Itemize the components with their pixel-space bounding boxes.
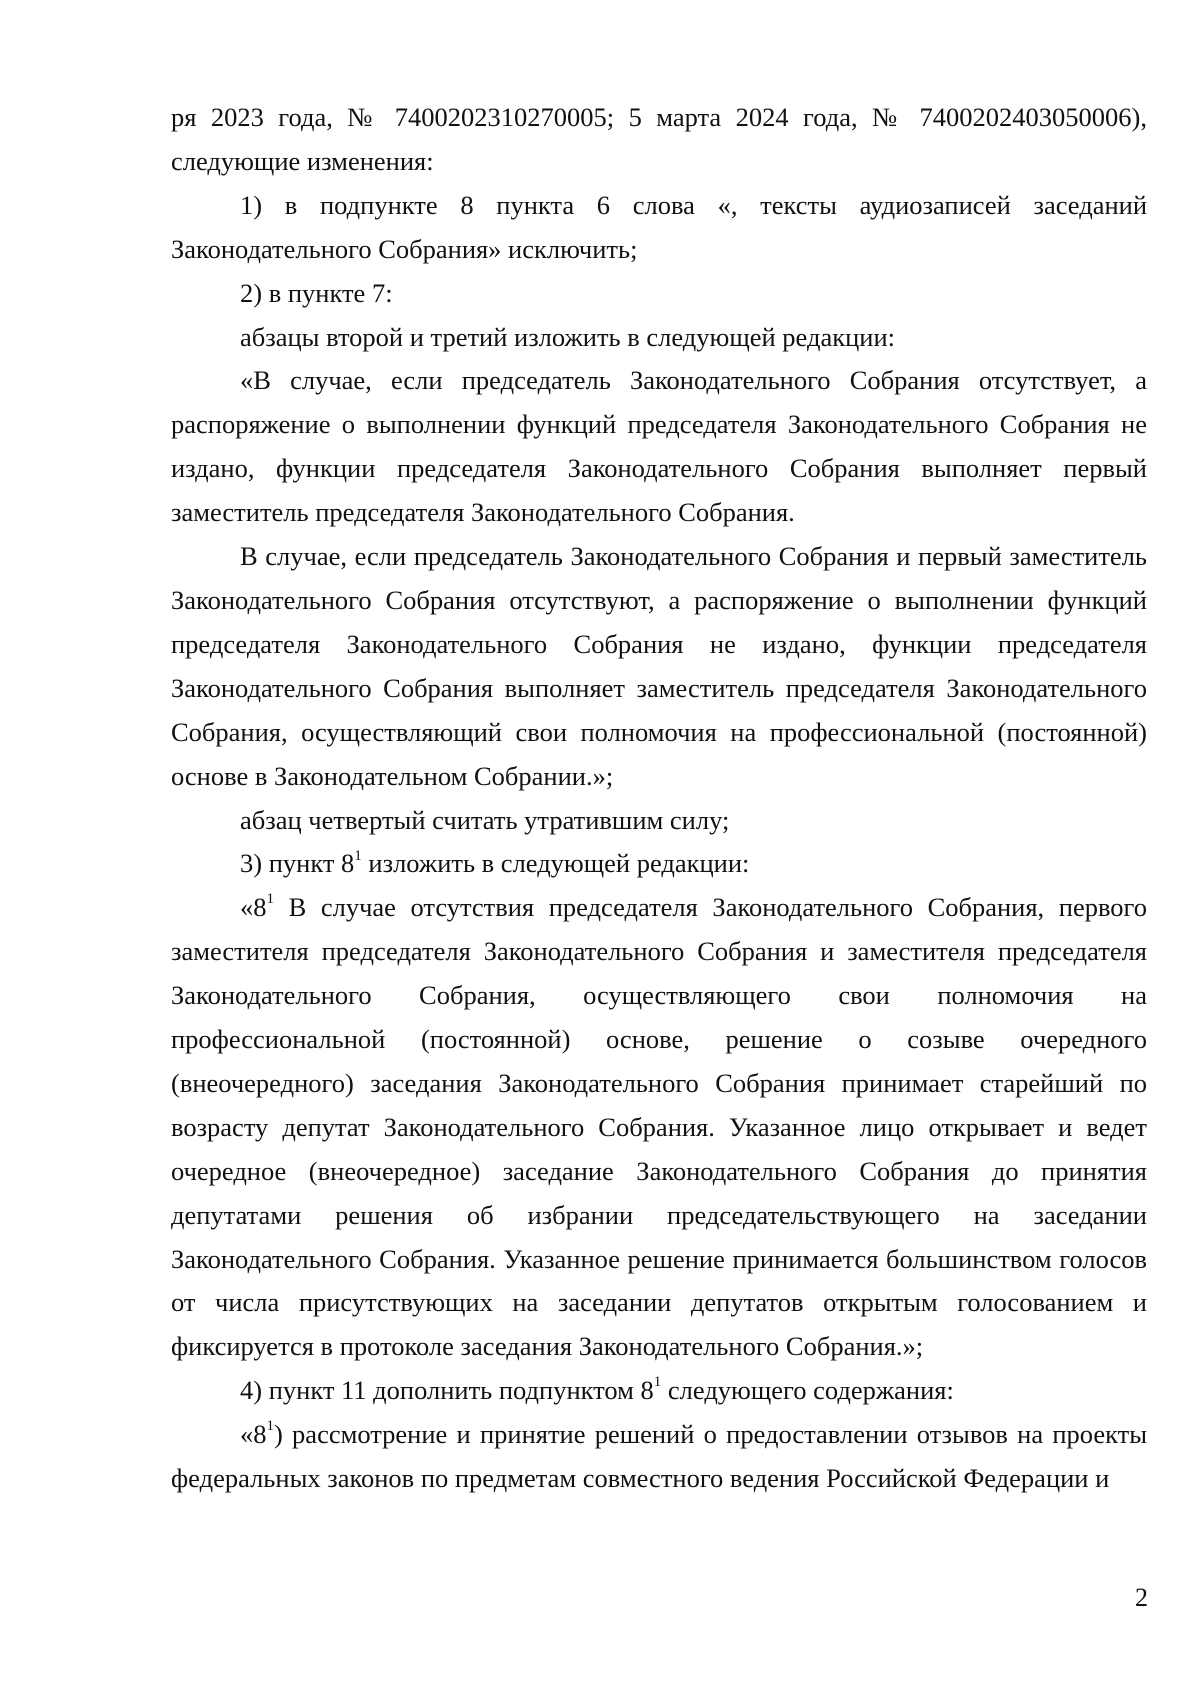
paragraph-text: «8: [240, 1419, 267, 1450]
page-number: 2: [1135, 1583, 1148, 1612]
paragraph: ря 2023 года, № 7400202310270005; 5 марта 2024 года, № 7400202403050006), следующие изменения:: [171, 102, 1147, 176]
paragraph-text: В случае отсутствия председателя Законодательного Собрания, первого заместителя председателя Законодательного Собрания и заместителя председателя Законодательного Собрания, осуществляющего свои полномочия на профессиональной (постоянной) основе, решение о созыве очередного (внеочередного) заседания Законодательного Собрания принимает старейший по возрасту депутат Законодательного Собрания. Указанное лицо открывает и ведет очередное (внеочередное) заседание Законодательного Собрания до принятия депутатами решения об избрании председательствующего на заседании Законодательного Собрания. Указанное решение принимается большинством голосов от числа присутствующих на заседании депутатов открытым голосованием и фиксируется в протоколе заседания Законодательного Собрания.»;: [171, 892, 1147, 1362]
superscript: 1: [653, 1374, 662, 1391]
paragraph-text: 3) пункт 8: [240, 848, 355, 879]
paragraph-text: изложить в следующей редакции:: [361, 848, 750, 879]
paragraph: «В случае, если председатель Законодательного Собрания отсутствует, а распоряжение о выполнении функций председателя Законодательного Собрания не издано, функции председателя Законодательного Собрания выполняет первый заместитель председателя Законодательного Собрания.: [171, 365, 1147, 528]
paragraph-text: 4) пункт 11 дополнить подпунктом 8: [240, 1375, 654, 1406]
paragraph: [171, 886, 1147, 1369]
paragraph: [171, 1369, 1147, 1413]
superscript: 1: [266, 891, 274, 908]
superscript: 1: [354, 847, 362, 864]
paragraph: абзацы второй и третий изложить в следующей редакции:: [240, 321, 895, 352]
paragraph: [171, 842, 1147, 886]
document-body: [171, 96, 1147, 1501]
paragraph: 1) в подпункте 8 пункта 6 слова «, тексты аудиозаписей заседаний Законодательного Собрания» исключить;: [171, 189, 1147, 264]
paragraph: В случае, если председатель Законодательного Собрания и первый заместитель Законодательного Собрания отсутствуют, а распоряжение о выполнении функций председателя Законодательного Собрания не издано, функции председателя Законодательного Собрания выполняет заместитель председателя Законодательного Собрания, осуществляющий свои полномочия на профессиональной (постоянной) основе в Законодательном Собрании.»;: [171, 541, 1147, 791]
paragraph-text: «8: [240, 892, 267, 923]
paragraph: [171, 1413, 1147, 1501]
superscript: 1: [266, 1418, 274, 1435]
paragraph: абзац четвертый считать утратившим силу;: [240, 804, 730, 835]
paragraph: 2) в пункте 7:: [240, 277, 393, 308]
paragraph-text: следующего содержания:: [661, 1375, 954, 1406]
paragraph-text: ) рассмотрение и принятие решений о предоставлении отзывов на проекты федеральных законов по предметам совместного ведения Российской Федерации и: [171, 1419, 1147, 1494]
